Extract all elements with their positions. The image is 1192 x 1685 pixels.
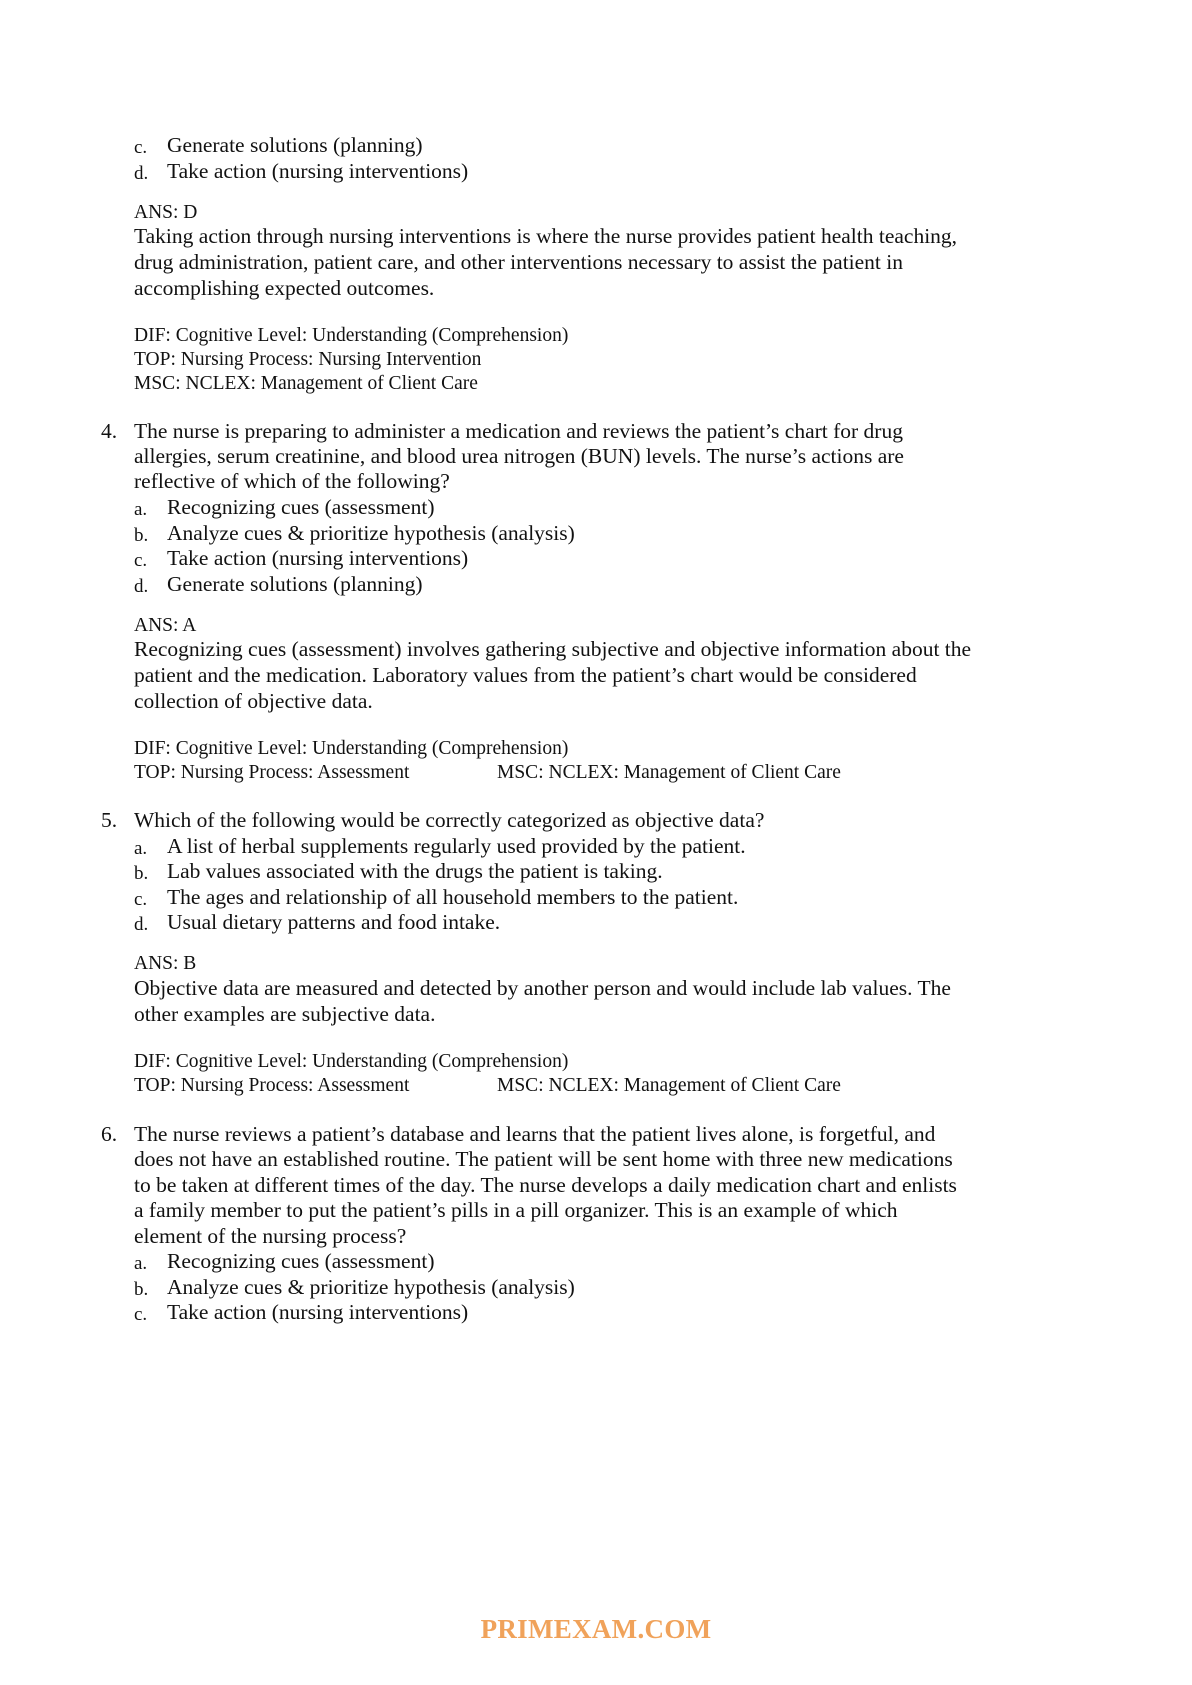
q4-option-b-letter: b. (134, 525, 149, 546)
q5-difficulty: DIF: Cognitive Level: Understanding (Comprehension) (134, 1051, 569, 1072)
q5-option-c-text: The ages and relationship of all household members to the patient. (167, 885, 739, 909)
q5-option-d-text: Usual dietary patterns and food intake. (167, 910, 501, 934)
q3-difficulty: DIF: Cognitive Level: Understanding (Comprehension) (134, 325, 569, 346)
q5-topic: TOP: Nursing Process: Assessment (134, 1075, 410, 1096)
q6-option-b-text: Analyze cues & prioritize hypothesis (analysis) (167, 1275, 575, 1299)
q4-topic: TOP: Nursing Process: Assessment (134, 762, 410, 783)
q4-option-a-letter: a. (134, 499, 148, 520)
q4-option-c-letter: c. (134, 550, 148, 571)
q5-option-c-letter: c. (134, 889, 148, 910)
q3-msc: MSC: NCLEX: Management of Client Care (134, 373, 478, 394)
q6-stem-line: element of the nursing process? (134, 1224, 407, 1248)
q4-rationale-line: patient and the medication. Laboratory values from the patient’s chart would be considered (134, 663, 917, 687)
q6-stem-line: The nurse reviews a patient’s database and learns that the patient lives alone, is forgetful, and (134, 1122, 936, 1146)
q3-rationale-line: accomplishing expected outcomes. (134, 276, 435, 300)
q4-option-d-letter: d. (134, 576, 149, 597)
q4-number: 4. (101, 419, 118, 443)
q5-stem-line: Which of the following would be correctly categorized as objective data? (134, 808, 765, 832)
q5-number: 5. (101, 808, 118, 832)
q5-option-b-text: Lab values associated with the drugs the patient is taking. (167, 859, 663, 883)
q3-rationale-line: drug administration, patient care, and other interventions necessary to assist the patient in (134, 250, 904, 274)
q4-difficulty: DIF: Cognitive Level: Understanding (Comprehension) (134, 738, 569, 759)
q6-stem-line: does not have an established routine. The patient will be sent home with three new medications (134, 1147, 953, 1171)
q6-option-b-letter: b. (134, 1279, 149, 1300)
q4-stem-line: allergies, serum creatinine, and blood urea nitrogen (BUN) levels. The nurse’s actions are (134, 444, 904, 468)
q3-option-d-text: Take action (nursing interventions) (167, 159, 469, 183)
q5-option-d-letter: d. (134, 914, 149, 935)
q3-answer: ANS: D (134, 202, 198, 223)
q4-option-a-text: Recognizing cues (assessment) (167, 495, 435, 519)
q3-rationale-line: Taking action through nursing interventions is where the nurse provides patient health teaching, (134, 224, 958, 248)
q6-stem-line: to be taken at different times of the day. The nurse develops a daily medication chart and enlists (134, 1173, 957, 1197)
q6-option-a-letter: a. (134, 1253, 148, 1274)
q3-option-d-letter: d. (134, 163, 149, 184)
q6-option-a-text: Recognizing cues (assessment) (167, 1249, 435, 1273)
q5-rationale-line: Objective data are measured and detected by another person and would include lab values. The (134, 976, 951, 1000)
q4-stem-line: The nurse is preparing to administer a medication and reviews the patient’s chart for drug (134, 419, 903, 443)
q5-rationale-line: other examples are subjective data. (134, 1002, 436, 1026)
q6-stem-line: a family member to put the patient’s pills in a pill organizer. This is an example of which (134, 1198, 898, 1222)
q4-rationale-line: Recognizing cues (assessment) involves gathering subjective and objective information about the (134, 637, 972, 661)
watermark-logo: PRIMEXAM.COM (480, 1614, 712, 1644)
q3-topic: TOP: Nursing Process: Nursing Intervention (134, 349, 482, 370)
q3-option-c-letter: c. (134, 137, 148, 158)
q6-option-c-text: Take action (nursing interventions) (167, 1300, 469, 1324)
q5-msc: MSC: NCLEX: Management of Client Care (497, 1075, 841, 1096)
q4-rationale-line: collection of objective data. (134, 689, 373, 713)
q4-answer: ANS: A (134, 615, 197, 636)
q6-option-c-letter: c. (134, 1304, 148, 1325)
q4-option-d-text: Generate solutions (planning) (167, 572, 423, 596)
q5-option-a-text: A list of herbal supplements regularly used provided by the patient. (167, 834, 746, 858)
q5-option-a-letter: a. (134, 838, 148, 859)
q5-option-b-letter: b. (134, 863, 149, 884)
q4-stem-line: reflective of which of the following? (134, 469, 450, 493)
q4-msc: MSC: NCLEX: Management of Client Care (497, 762, 841, 783)
q4-option-c-text: Take action (nursing interventions) (167, 546, 469, 570)
q3-option-c-text: Generate solutions (planning) (167, 133, 423, 157)
q5-answer: ANS: B (134, 953, 197, 974)
q4-option-b-text: Analyze cues & prioritize hypothesis (analysis) (167, 521, 575, 545)
q6-number: 6. (101, 1122, 118, 1146)
